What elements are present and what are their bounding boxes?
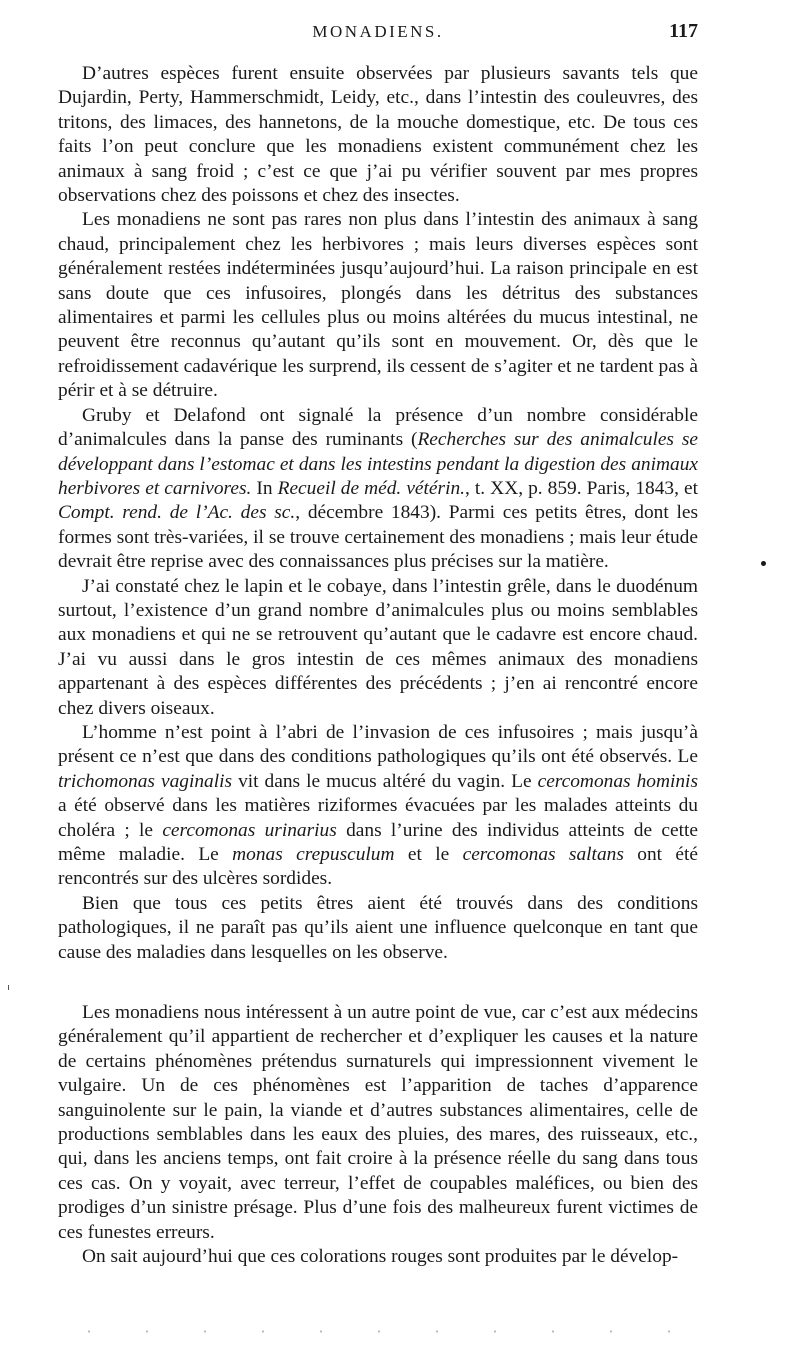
margin-ink-mark <box>8 985 9 990</box>
paragraph <box>58 721 698 892</box>
italic-text: cercomonas urinarius <box>162 819 337 841</box>
text-run: ont été rencontrés sur des ulcères sordides. <box>58 844 698 890</box>
page-header <box>58 18 698 48</box>
text-run: Les monadiens ne sont pas rares non plus dans l’intestin des animaux à sang chaud, principalement chez les herbivores ; mais leurs diverses espèces sont généralement restées indéterminées jusqu’aujourd’hui. La raison principale en est sans doute que ces infusoires, plongés dans les détritus des substances alimentaires et parmi les cellules plus ou moins altérées du mucus intestinal, ne peuvent être reconnus qu’autant qu’ils sont en mouvement. Or, dès que le refroidissement cadavérique les surprend, ils cessent de s’agiter et ne tardent pas à périr et à se détruire. <box>58 209 698 402</box>
paragraph <box>58 62 698 208</box>
text-run: Bien que tous ces petits êtres aient été trouvés dans des conditions pathologiques, il ne paraît pas qu’ils aient une influence quelconque en tant que cause des maladies dans lesquelles on les observe. <box>58 892 698 963</box>
text-run: , décembre 1843). Parmi ces petits êtres, dont les formes sont très-variées, il se trouve certainement des monadiens ; mais leur étude devrait être reprise avec des connaissances plus précises sur la matière. <box>58 502 699 573</box>
text-run: dans l’urine des individus atteints de cette même maladie. Le <box>58 819 698 865</box>
page-number: 117 <box>669 20 698 42</box>
body-text <box>58 62 698 1270</box>
paragraph <box>58 1245 698 1269</box>
text-run: J’ai constaté chez le lapin et le cobaye, dans l’intestin grêle, dans le duodénum surtout, l’existence d’un grand nombre d’animalcules plus ou moins semblables aux monadiens et qui ne se retrouvent qu’autant que le cadavre est encore chaud. J’ai vu aussi dans le gros intestin de ces mêmes animaux des monadiens appartenant à des espèces différentes des précédents ; j’en ai rencontré encore chez divers oiseaux. <box>58 575 698 719</box>
running-title: MONADIENS. <box>312 22 444 41</box>
italic-text: trichomonas vaginalis <box>58 770 233 792</box>
text-run: a été observé dans les matières riziformes évacuées par les malades atteints du choléra ; le <box>58 795 698 841</box>
italic-text: cercomonas hominis <box>537 770 698 792</box>
text-run: In <box>251 477 278 499</box>
italic-text: Compt. rend. de l’Ac. des sc. <box>58 502 296 524</box>
italic-text: Recherches sur des animalcules se développant dans l’estomac et dans les intestins pendant la digestion des animaux herbivores et carnivores. <box>58 429 698 499</box>
text-run: vit dans le mucus altéré du vagin. Le <box>232 770 538 792</box>
text-run: Les monadiens nous intéressent à un autre point de vue, car c’est aux médecins généralement qu’il appartient de rechercher et d’expliquer les causes et la nature de certains phénomènes prétendus surnaturels qui impressionnent vivement le vulgaire. Un de ces phénomènes est l’apparition de taches d’apparence sanguinolente sur le pain, la viande et d’autres substances alimentaires, celle de productions semblables dans les eaux des pluies, des mares, des ruisseaux, etc., qui, dans les anciens temps, ont fait croire à la présence réelle du sang dans tous ces cas. On y voyait, avec terreur, l’effet de coupables maléfices, ou bien des prodiges d’un sinistre présage. Plus d’une fois des malheureux furent victimes de ces funestes erreurs. <box>58 1002 698 1243</box>
text-run: et le <box>394 844 463 865</box>
text-run: , t. XX, p. 859. Paris, 1843, et <box>465 477 698 499</box>
bleed-through-noise <box>60 1330 700 1333</box>
italic-text: monas crepusculum <box>232 844 395 865</box>
paragraph <box>58 404 698 575</box>
margin-ink-dot <box>761 561 766 566</box>
paragraph <box>58 1001 698 1245</box>
text-run: On sait aujourd’hui que ces colorations rouges sont produites par le dévelop- <box>82 1246 679 1268</box>
paragraph <box>58 892 698 965</box>
italic-text: cercomonas saltans <box>462 844 624 865</box>
text-run: Gruby et Delafond ont signalé la présence d’un nombre considérable d’animalcules dans la panse des ruminants ( <box>58 404 698 451</box>
paragraph <box>58 208 698 403</box>
italic-text: Recueil de méd. vétérin. <box>277 477 466 499</box>
paragraph <box>58 575 698 721</box>
text-run: D’autres espèces furent ensuite observées par plusieurs savants tels que Dujardin, Perty, Hammerschmidt, Leidy, etc., dans l’intestin des couleuvres, des tritons, des limaces, des hannetons, de la mouche domestique, etc. De tous ces faits l’on peut conclure que les monadiens existent communément chez les animaux à sang froid ; c’est ce que j’ai pu vérifier souvent par mes propres observations chez des poissons et chez des insectes. <box>58 63 698 207</box>
text-run: L’homme n’est point à l’abri de l’invasion de ces infusoires ; mais jusqu’à présent ce n’est que dans des conditions pathologiques qu’ils ont été observés. Le <box>58 721 698 768</box>
